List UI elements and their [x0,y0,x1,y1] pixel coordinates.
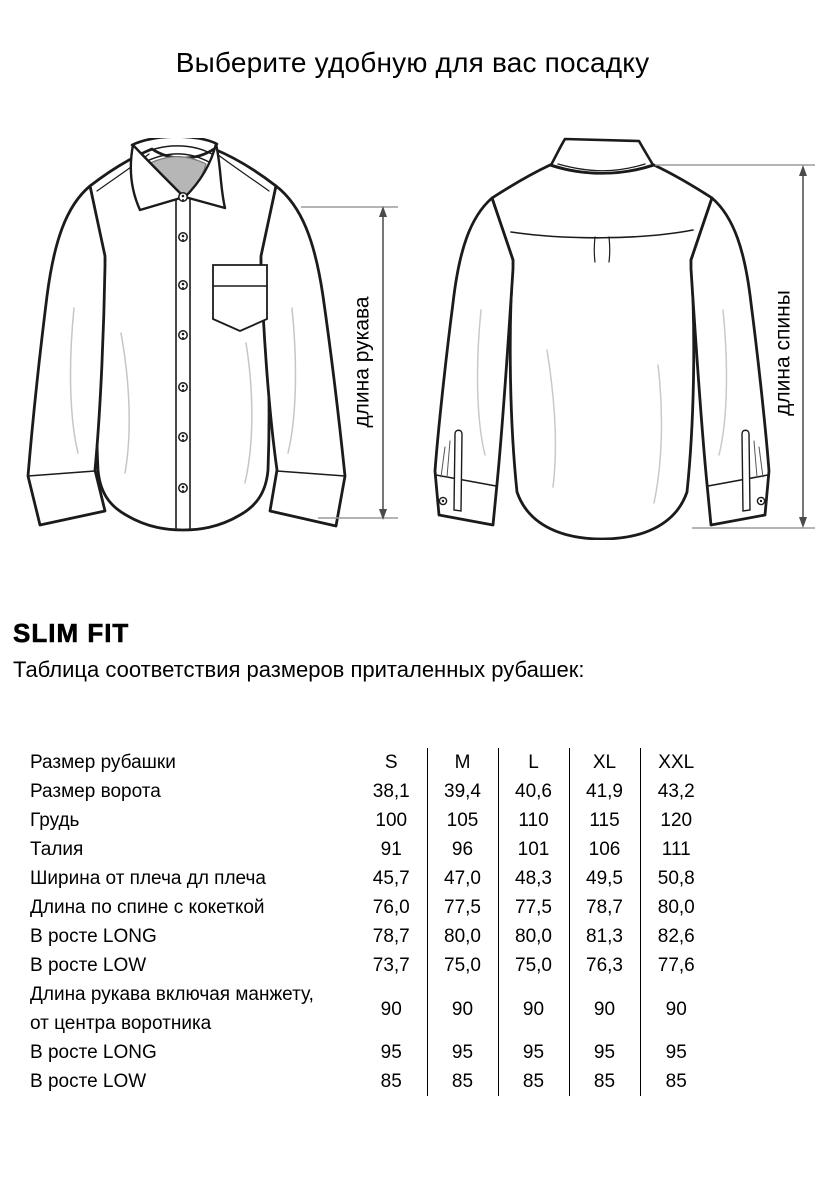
back-collar [551,139,653,173]
value-cell: 105 [427,806,498,835]
row-label-cell: Ширина от плеча дл плеча [30,868,266,889]
value-cell: 95 [498,1038,569,1067]
table-row [30,980,712,1038]
value-cell: 50,8 [640,864,712,893]
row-label-cell: Грудь [30,810,80,831]
value-cell: 78,7 [569,893,640,922]
value-cell: 41,9 [569,777,640,806]
value-cell: 95 [427,1038,498,1067]
size-header-cell: XXL [640,748,712,777]
size-table [30,748,712,1096]
value-cell: 82,6 [640,922,712,951]
value-cell: 90 [640,980,712,1038]
table-row [30,1067,712,1096]
right-sleeve-placket [742,430,750,511]
shirt-back-outline [435,139,769,539]
value-cell: 80,0 [498,922,569,951]
value-cell: 100 [375,810,408,831]
row-label-cell: Длина рукава включая манжету, от центра воротника [30,984,314,1034]
value-cell: 85 [427,1067,498,1096]
sleeve-length-label: длина рукава [350,296,374,428]
fit-diagram [0,0,825,560]
table-row [30,835,712,864]
value-cell: 76,3 [569,951,640,980]
value-cell: 95 [640,1038,712,1067]
value-cell: 110 [498,806,569,835]
value-cell: 101 [498,835,569,864]
back-length-label: длина спины [771,290,795,416]
table-row [30,777,712,806]
collar-top-edge [132,138,217,145]
value-cell: 111 [640,835,712,864]
row-label-cell: В росте LOW [30,1071,147,1092]
value-cell: 77,6 [640,951,712,980]
value-cell: 91 [380,839,402,860]
size-header-cell: XL [569,748,640,777]
row-label-cell: Размер ворота [30,781,161,802]
value-cell: 85 [569,1067,640,1096]
shirt-back-drawing [425,135,825,540]
value-cell: 80,0 [427,922,498,951]
row-label-cell: В росте LONG [30,926,157,947]
value-cell: 85 [498,1067,569,1096]
size-header-cell: M [427,748,498,777]
table-caption: Таблица соответствия размеров приталенных рубашек: [13,657,585,682]
value-cell: 85 [380,1071,402,1092]
fit-name-heading: SLIM FIT [13,618,130,648]
value-cell: 95 [569,1038,640,1067]
value-cell: 106 [569,835,640,864]
value-cell: 73,7 [372,955,410,976]
value-cell: 40,6 [498,777,569,806]
value-cell: 90 [498,980,569,1038]
table-row [30,864,712,893]
value-cell: 39,4 [427,777,498,806]
table-row [30,951,712,980]
value-cell: 78,7 [372,926,410,947]
page-title: Выберите удобную для вас посадку [175,47,650,78]
front-left-sleeve [28,186,105,525]
row-label-cell: Талия [30,839,84,860]
value-cell: 90 [427,980,498,1038]
table-row [30,806,712,835]
value-cell: 49,5 [569,864,640,893]
size-header-cell: L [498,748,569,777]
value-cell: 47,0 [427,864,498,893]
size-header-cell: S [384,752,398,773]
row-label-cell: Длина по спине с кокеткой [30,897,265,918]
value-cell: 38,1 [372,781,410,802]
value-cell: 85 [640,1067,712,1096]
value-cell: 120 [640,806,712,835]
left-sleeve-placket [454,430,462,511]
chest-pocket [213,265,267,331]
table-header-row [30,748,712,777]
value-cell: 77,5 [427,893,498,922]
value-cell: 90 [569,980,640,1038]
collar [131,138,225,210]
value-cell: 80,0 [640,893,712,922]
value-cell: 95 [380,1042,402,1063]
arrow-head-up [799,165,807,176]
row-label-cell: Размер рубашки [30,752,176,773]
row-label-cell: В росте LONG [30,1042,157,1063]
value-cell: 43,2 [640,777,712,806]
value-cell: 48,3 [498,864,569,893]
value-cell: 77,5 [498,893,569,922]
table-row [30,1038,712,1067]
value-cell: 81,3 [569,922,640,951]
value-cell: 75,0 [427,951,498,980]
shirt-front-drawing [18,138,418,538]
row-label-cell: В росте LOW [30,955,147,976]
value-cell: 76,0 [372,897,410,918]
value-cell: 90 [380,998,402,1020]
table-row [30,922,712,951]
back-body [492,165,712,539]
arrow-head-down [799,517,807,528]
value-cell: 115 [569,806,640,835]
table-row [30,893,712,922]
value-cell: 75,0 [498,951,569,980]
value-cell: 45,7 [372,868,410,889]
value-cell: 96 [427,835,498,864]
